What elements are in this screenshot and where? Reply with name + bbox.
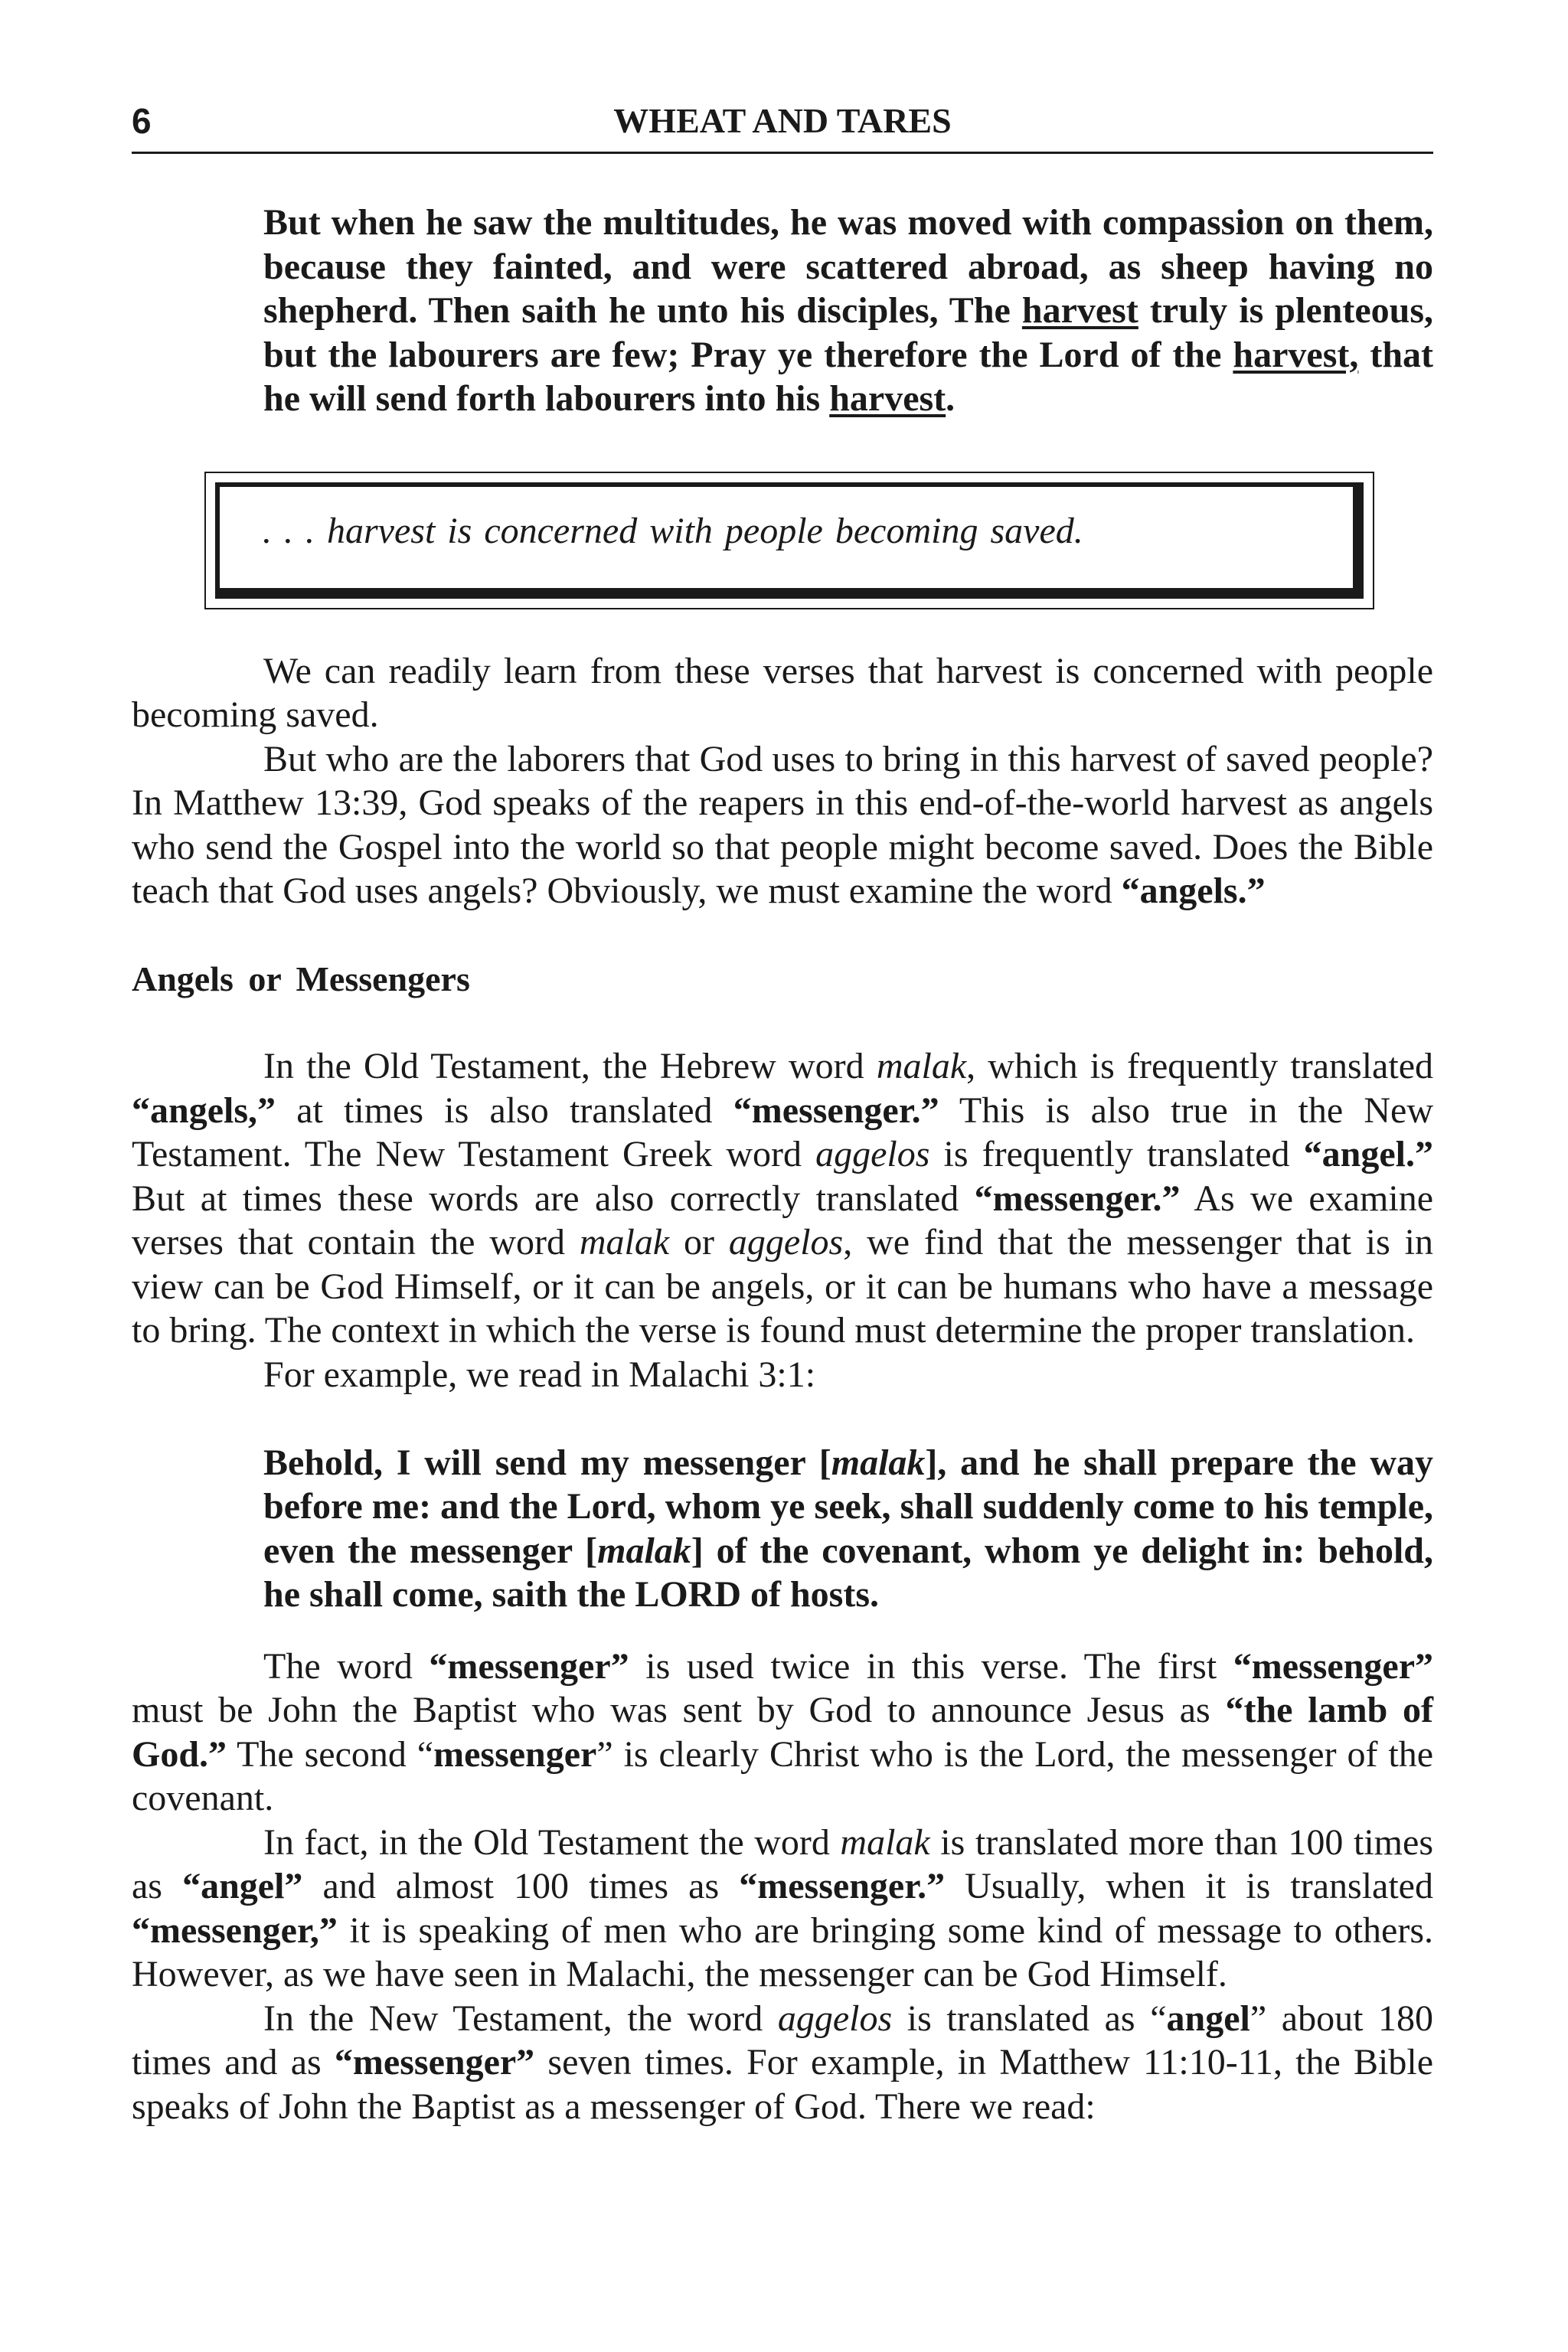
scripture-quote-malachi: Behold, I will send my messenger [malak], and he shall prepare the way before me: and the Lord, whom ye seek, shall suddenly come to his temple, even the messenger [malak] of the covenant, whom ye delight in: behold, he shall come, saith the LORD of hosts. <box>263 1442 1433 1615</box>
paragraph: In the New Testament, the word aggelos is translated as “angel” about 180 times and as “messenger” seven times. For example, in Matthew 11:10-11, the Bible speaks of John the Baptist as a messenger of God. There we read: <box>132 1998 1434 2127</box>
underlined-word: harvest <box>1021 290 1138 331</box>
page-number: 6 <box>132 101 152 141</box>
paragraph: The word “messenger” is used twice in this verse. The first “messenger” must be John the Baptist who was sent by God to announce Jesus as “the lamb of God.” The second “messenger” is clearly Christ who is the Lord, the messenger of the covenant. <box>132 1645 1434 1818</box>
paragraph: In fact, in the Old Testament the word malak is translated more than 100 times as “angel” and almost 100 times as “messenger.” Usually, when it is translated “messenger,” it is speaking of men who are bringing some kind of message to others. However, as we have seen in Malachi, the messenger can be God Himself. <box>132 1821 1433 1994</box>
underlined-word: harvest <box>829 378 946 419</box>
paragraph: We can readily learn from these verses that harvest is concerned with people becoming saved. <box>132 650 1433 735</box>
scripture-quote-harvest: But when he saw the multitudes, he was moved with compassion on them, because they fainted, and were scattered abroad, as sheep having no shepherd. Then saith he unto his disciples, The harvest truly is plenteous, but the labourers are few; Pray ye therefore the Lord of the harvest, that he will send forth labourers into his harvest. <box>263 202 1434 419</box>
pull-quote-box <box>204 472 1374 609</box>
section-heading: Angels or Messengers <box>132 959 470 998</box>
page-body <box>132 201 1433 2128</box>
underlined-word: harvest, <box>1233 334 1359 375</box>
running-header <box>132 98 1433 154</box>
paragraph: For example, we read in Malachi 3:1: <box>263 1354 816 1395</box>
running-title: WHEAT AND TARES <box>613 101 952 140</box>
paragraph: In the Old Testament, the Hebrew word malak, which is frequently translated “angels,” at times is also translated “messenger.” This is also true in the New Testament. The New Testament Greek word aggelos is frequently translated “angel.” But at times these words are also correctly translated “messenger.” As we examine verses that contain the word malak or aggelos, we find that the messenger that is in view can be God Himself, or it can be angels, or it can be humans who have a message to bring. The context in which the verse is found must determine the proper translation. <box>132 1046 1434 1351</box>
pull-quote-text: . . . harvest is concerned with people becoming saved. <box>215 482 1364 599</box>
paragraph: But who are the laborers that God uses to bring in this harvest of saved people? In Matthew 13:39, God speaks of the reapers in this end-of-the-world harvest as angels who send the Gospel into the world so that people might become saved. Does the Bible teach that God uses angels? Obviously, we must examine the word “angels.” <box>132 738 1433 911</box>
